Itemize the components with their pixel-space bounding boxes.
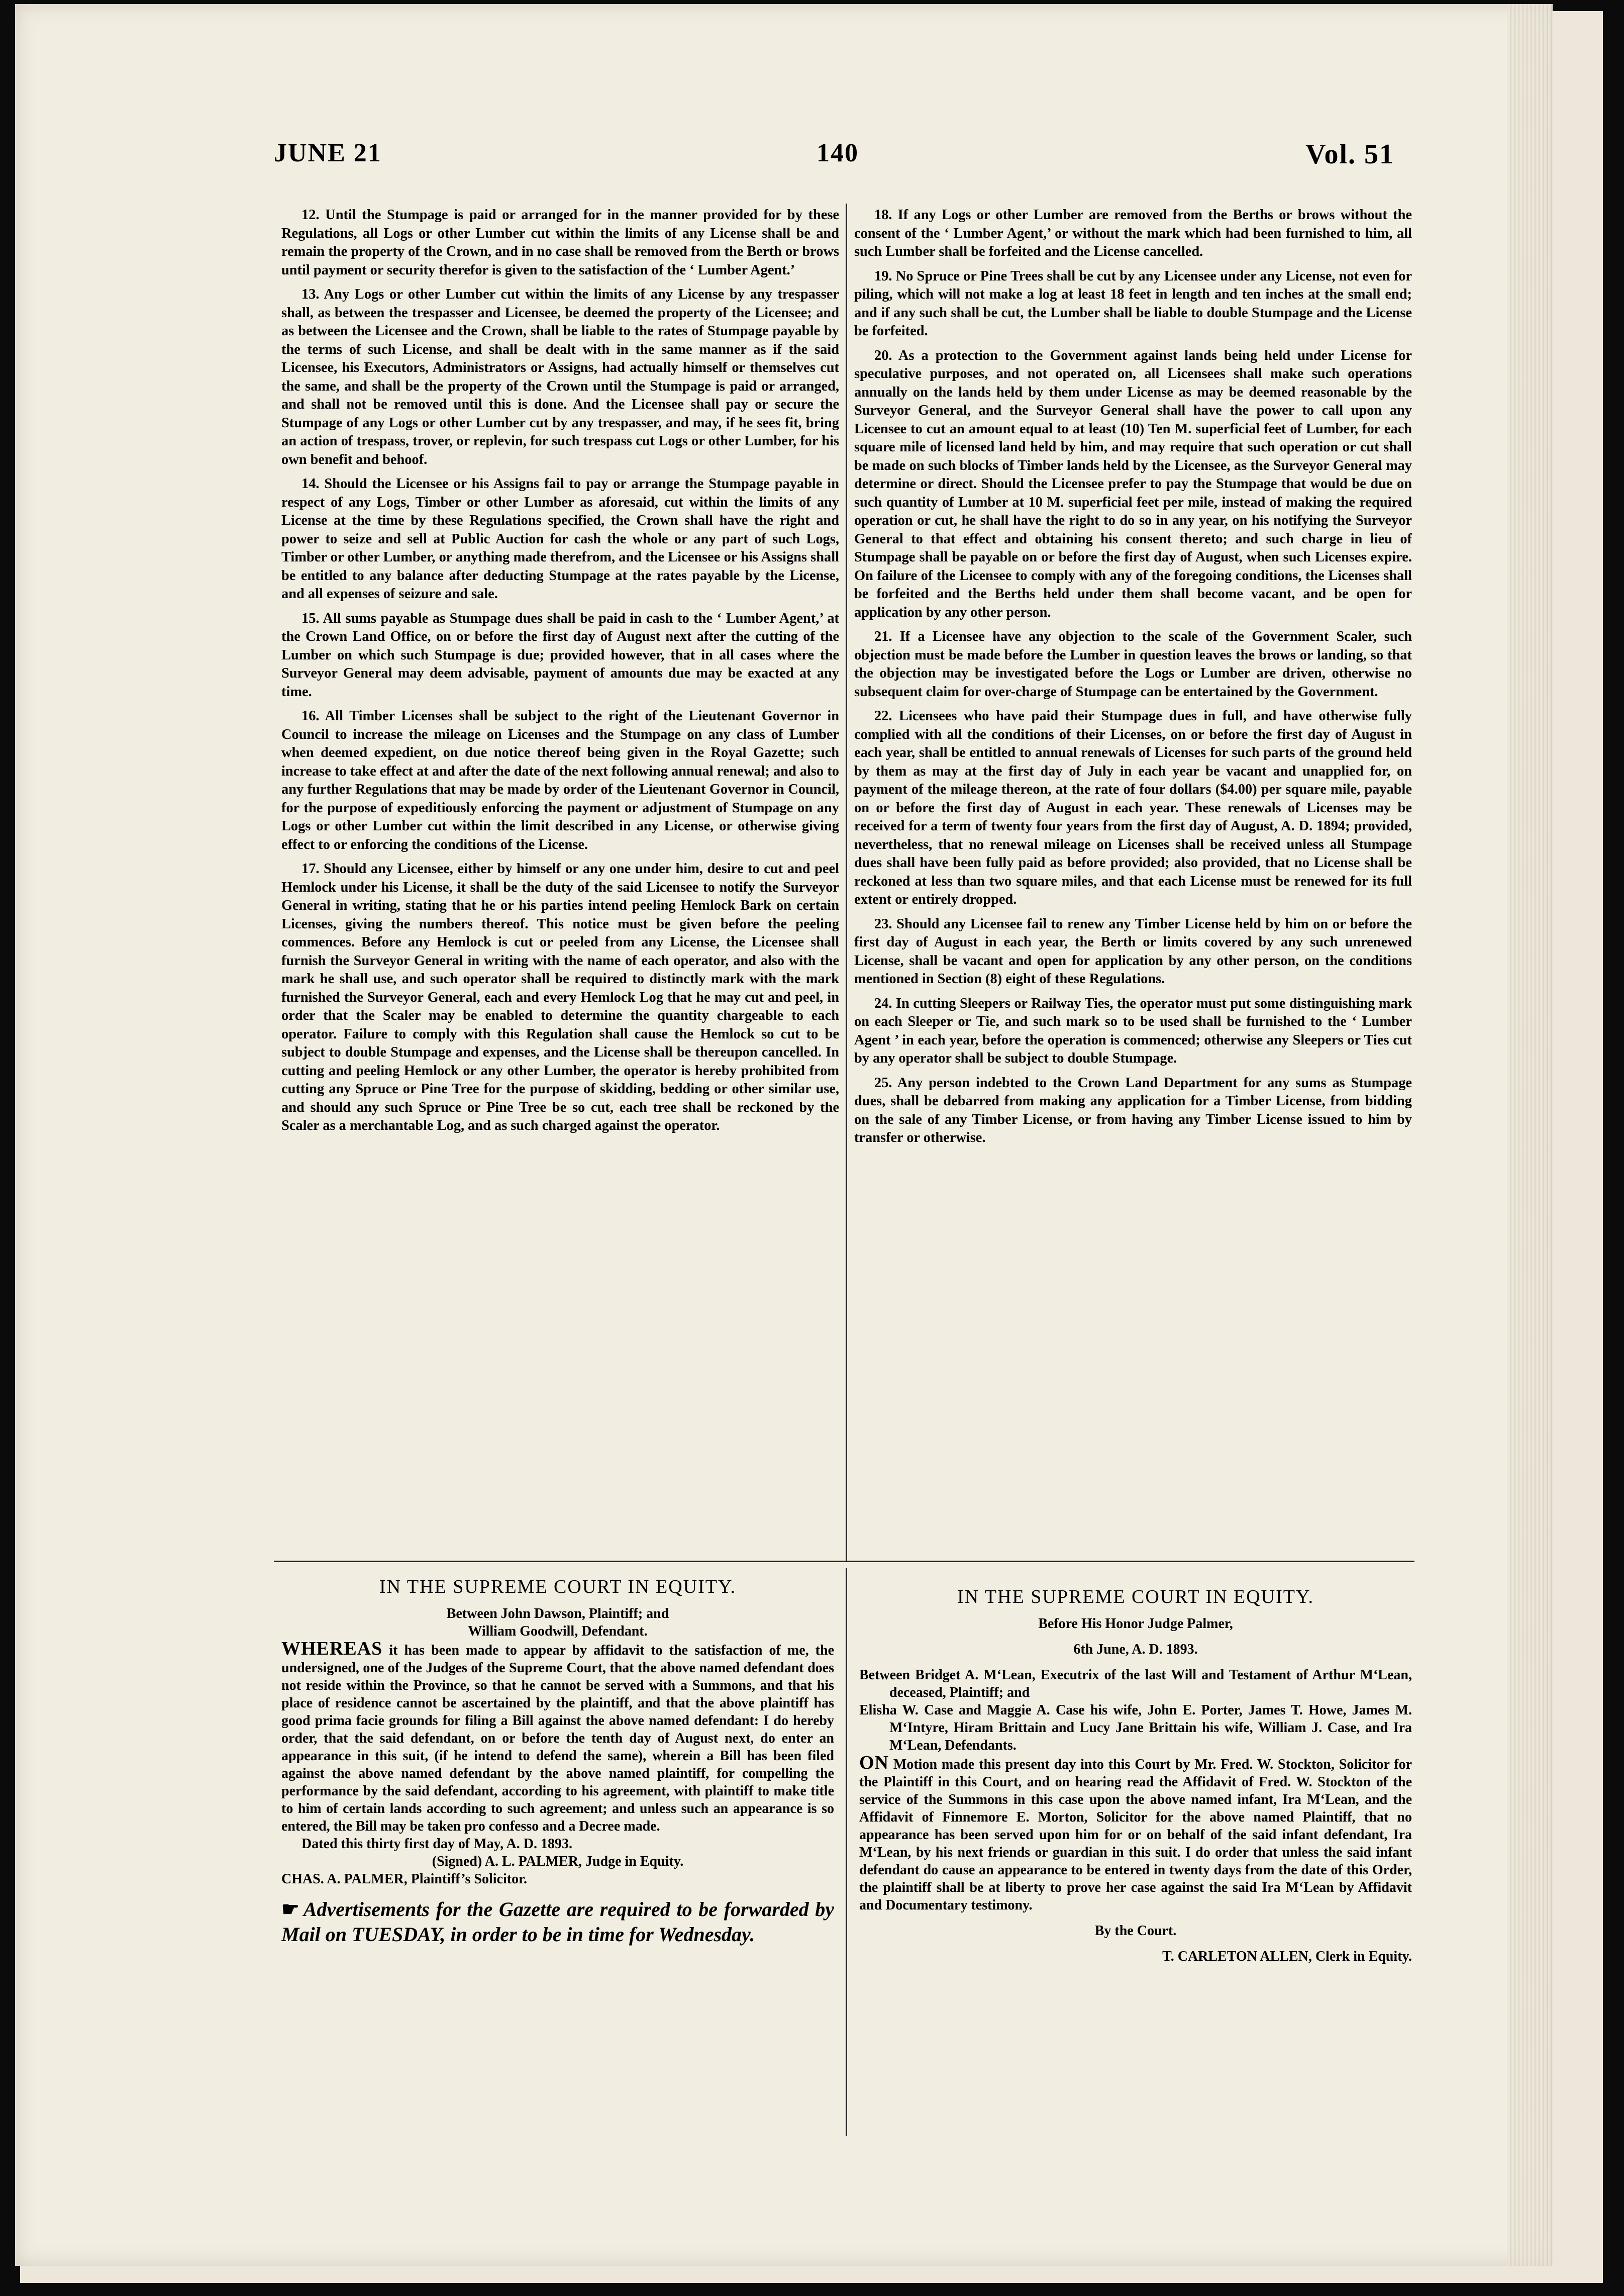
notice-body (859, 1754, 1412, 1914)
pointing-hand-icon: ☛ (281, 1898, 299, 1921)
column-divider (846, 204, 847, 1561)
regulation-paragraph: 16. All Timber Licenses shall be subject to the right of the Lieutenant Governor in Council to increase the mileage on Licenses and the Stumpage on any class of Lumber when deemed expedient, on due notice thereof being given in the Royal Gazette; such increase to take effect at and after the date of the next following annual renewal; and also to any further Regulations that may be made by order of the Lieutenant Governor in Council, for the purpose of expeditiously enforcing the payment or adjustment of Stumpage on any Logs or other Lumber cut within the limit described in any License, or otherwise giving effect to or enforcing the conditions of the License. (281, 708, 839, 852)
notice-clerk: T. CARLETON ALLEN, Clerk in Equity. (1162, 1949, 1412, 1964)
notice-parties: Between Bridget A. M‘Lean, Executrix of the last Will and Testament of Arthur M‘Lean, deceased, Plaintiff; and (859, 1667, 1412, 1700)
notice-body (281, 1640, 834, 1835)
regulation-paragraph: 22. Licensees who have paid their Stumpage dues in full, and have otherwise fully complied with all the conditions of their Licenses, on or before the first day of August in each year, shall be entitled to annual renewals of Licenses for such parts of the ground held by them as may at the first day of July in each year be vacant and unapplied for, on payment of the mileage thereon, at the rate of four dollars ($4.00) per square mile, payable on or before the first day of August in each year. These renewals of Licenses may be received for a term of twenty four years from the first day of August, A. D. 1894; provided, nevertheless, that no renewal mileage on Licenses shall be received unless all Stumpage dues shall have been fully paid as before provided; also provided, that no License shall be reckoned at less than two square miles, and that each License must be renewed for its full extent or entirely dropped. (854, 708, 1412, 907)
notice-lead-word: ON (859, 1752, 889, 1773)
regulation-paragraph: 17. Should any Licensee, either by himself or any one under him, desire to cut and peel Hemlock under his License, it shall be the duty of the said Licensee to notify the Surveyor General in writing, stating that he or his parties intend peeling Hemlock Bark on certain Licenses, giving the numbers thereof. This notice must be given before the peeling commences. Before any Hemlock is cut or peeled from any License, the Licensee shall furnish the Surveyor General in writing with the name of each operator, and also with the mark he shall use, and such operator shall be required to distinctly mark with the mark furnished the Surveyor General, each and every Hemlock Log that he may cut and peel, in order that the Scaler may be enabled to determine the quantity chargeable to each operator. Failure to comply with this Regulation shall cause the Hemlock so cut to be subject to double Stumpage and expenses, and the License shall be thereupon cancelled. In cutting and peeling Hemlock or any other Lumber, the operator is hereby prohibited from cutting any Spruce or Pine Tree for the purpose of skidding, bedding or other similar use, and should any such Spruce or Pine Tree be so cut, each tree shall be reckoned by the Scaler as a merchantable Log, and as such charged against the operator. (281, 861, 839, 1133)
court-notice-right (859, 1588, 1412, 1965)
regulation-paragraph: 14. Should the Licensee or his Assigns fail to pay or arrange the Stumpage payable in respect of any Logs, Timber or other Lumber as aforesaid, cut within the limits of any License at the time by these Regulations specified, the Crown shall have the right and power to seize and sell at Public Auction for cash the whole or any part of such Logs, Timber or other Lumber, or anything made therefrom, and the Licensee or his Assigns shall be entitled to any balance after deducting Stumpage at the rates payable by the License, and all expenses of seizure and sale. (281, 476, 839, 602)
notice-before: Before His Honor Judge Palmer, (1038, 1616, 1233, 1632)
notice-by-court: By the Court. (1094, 1923, 1177, 1939)
header-page-number: 140 (817, 139, 859, 167)
page-header (274, 138, 1394, 199)
header-volume: Vol. 51 (1305, 139, 1394, 170)
page-edge (1507, 4, 1553, 2266)
notice-solicitor: CHAS. A. PALMER, Plaintiff’s Solicitor. (281, 1871, 527, 1887)
notice-parties: Between John Dawson, Plaintiff; and (446, 1606, 669, 1621)
notice-divider (846, 1568, 847, 2136)
notice-date: 6th June, A. D. 1893. (1073, 1642, 1198, 1657)
notice-body-text: it has been made to appear by affidavit to the satisfaction of me, the undersigned, one of the Judges of the Supreme Court, that the above named defendant does not reside within the Province, so that he cannot be served with a Summons, and that his place of residence cannot be ascertained by the plaintiff, and that the above plaintiff has good prima facie grounds for filing a Bill against the above named defendant: I do hereby order, that the said defendant, on or before the tenth day of August next, do enter an appearance in this suit, (if he intend to defend the same), wherein a Bill has been filed against the above named defendant by the above named plaintiff, for compelling the performance by the said defendant, according to his agreement, with plaintiff to make title to him of certain lands according to such agreement; and unless such an appearance is so entered, the Bill may be taken pro confesso and a Decree made. (281, 1643, 835, 1834)
regulation-paragraph: 21. If a Licensee have any objection to the scale of the Government Scaler, such objection must be made before the Lumber in question leaves the brows or landing, so that the objection may be investigated before the Logs or Lumber are driven, otherwise no subsequent claim for over-charge of Stumpage can be entertained by the Government. (854, 629, 1412, 700)
notice-parties: Elisha W. Case and Maggie A. Case his wife, John E. Porter, James T. Howe, James M. M‘Intyre, Hiram Brittain and Lucy Jane Brittain his wife, William J. Case, and Ira M‘Lean, Defendants. (859, 1702, 1412, 1753)
header-date: JUNE 21 (274, 139, 382, 167)
left-column (281, 206, 839, 1538)
advertisement-text: Advertisements for the Gazette are required to be forwarded by Mail on TUESDAY, in order to be in time for Wednesday. (281, 1898, 834, 1946)
notice-title: IN THE SUPREME COURT IN EQUITY. (379, 1576, 736, 1597)
regulation-paragraph: 15. All sums payable as Stumpage dues shall be paid in cash to the ‘ Lumber Agent,’ at the Crown Land Office, on or before the first day of August next after the cutting of the Lumber on which such Stumpage is due; provided however, that in all cases where the Surveyor General may deem advisable, payment of amounts due may be exacted at any time. (281, 610, 839, 700)
section-divider (274, 1561, 1414, 1562)
regulation-paragraph: 20. As a protection to the Government against lands being held under License for speculative purposes, and not operated on, all Licensees shall make such operations annually on the lands held by them under License as may be deemed reasonable by the Surveyor General, and the Surveyor General shall have the power to call upon any Licensee to cut an amount equal to at least (10) Ten M. superficial feet of Lumber, for each square mile of licensed land held by him, and may require that such operation or cut shall be made on such blocks of Timber lands held by the Licensee, as the Surveyor General may determine or direct. Should the Licensee prefer to pay the Stumpage that would be due on such quantity of Lumber at 10 M. superficial feet per mile, instead of making the required operation or cut, he shall have the right to do so in any year, on his notifying the Surveyor General to that effect and obtaining his consent thereto; and such charge in lieu of Stumpage shall be payable on or before the first day of August, when such Licenses expire. On failure of the Licensee to comply with any of the foregoing conditions, the Licenses shall be forfeited and the Berths held under them shall become vacant, and be open for application by any other person. (854, 347, 1412, 620)
regulation-paragraph: 25. Any person indebted to the Crown Land Department for any sums as Stumpage dues, shall be debarred from making any application for a Timber License, from bidding on the sale of any Timber License, or from having any Timber License issued to him by transfer or otherwise. (854, 1075, 1412, 1145)
regulation-paragraph: 13. Any Logs or other Lumber cut within the limits of any License by any trespasser shall, as between the trespasser and Licensee, be deemed the property of the Licensee; and as between the Licensee and the Crown, shall be liable to the rates of Stumpage payable by the terms of such License, and shall be dealt with in the same manner as if the said Licensee, his Executors, Administrators or Assigns, had actually himself or themselves cut the same, and shall be the property of the Crown until the Stumpage is paid or arranged, and shall not be removed until this is done. And the Licensee shall pay or secure the Stumpage of any Logs or other Lumber cut by any trespasser, and may, if he sees fit, bring an action of trespass, trover, or replevin, for such trespass cut Logs or other Lumber, for his own benefit and behoof. (281, 286, 839, 467)
regulation-paragraph: 19. No Spruce or Pine Trees shall be cut by any Licensee under any License, not even for piling, which will not make a log at least 18 feet in length and ten inches at the small end; and if any such shall be cut, the Lumber shall be liable to double Stumpage and the License be forfeited. (854, 268, 1412, 339)
regulation-paragraph: 23. Should any Licensee fail to renew any Timber License held by him on or before the first day of August in each year, the Berth or limits covered by any such unrenewed License, shall be vacant and open for application by any other person, on the conditions mentioned in Section (8) eight of these Regulations. (854, 916, 1412, 987)
notice-signature: (Signed) A. L. PALMER, Judge in Equity. (432, 1854, 684, 1869)
regulation-paragraph: 18. If any Logs or other Lumber are removed from the Berths or brows without the consent of the ‘ Lumber Agent,’ or without the mark which had been furnished to him, all such Lumber shall be forfeited and the License cancelled. (854, 207, 1412, 259)
advertisement-note (281, 1897, 834, 1947)
notice-dated: Dated this thirty first day of May, A. D. 1893. (301, 1836, 572, 1852)
regulation-paragraph: 12. Until the Stumpage is paid or arranged for in the manner provided for by these Regulations, all Logs or other Lumber cut within the limits of any License shall be and remain the property of the Crown, and in no case shall be removed from the Berth or brows until payment or security therefor is given to the satisfaction of the ‘ Lumber Agent.’ (281, 207, 839, 278)
regulation-paragraph: 24. In cutting Sleepers or Railway Ties, the operator must put some distinguishing mark on each Sleeper or Tie, and such mark so to be used shall be furnished to the ‘ Lumber Agent ’ in each year, before the operation is commenced; otherwise any Sleepers or Ties cut by any operator shall be subject to double Stumpage. (854, 995, 1412, 1066)
right-column (854, 206, 1412, 1538)
notice-parties: William Goodwill, Defendant. (468, 1623, 648, 1639)
court-notice-left (281, 1578, 834, 1947)
notice-lead-word: WHEREAS (281, 1638, 383, 1659)
notice-title: IN THE SUPREME COURT IN EQUITY. (957, 1586, 1314, 1607)
notice-body-text: Motion made this present day into this Court by Mr. Fred. W. Stockton, Solicitor for the Plaintiff in this Court, and on hearing read the Affidavit of Fred. W. Stockton of the service of the Summons in this case upon the above named infant, Ira M‘Lean, and the Affidavit of Finnemore E. Morton, Solicitor for the above named Plaintiff, that no appearance has been served upon him for or on behalf of the said infant defendant, Ira M‘Lean, by his next friends or guardian in this suit. I do order that unless the said infant defendant do cause an appearance to be entered in twenty days from the date of this Order, the plaintiff shall be at liberty to prove her case against the said Ira M‘Lean by Affidavit and Documentary testimony. (859, 1757, 1412, 1913)
